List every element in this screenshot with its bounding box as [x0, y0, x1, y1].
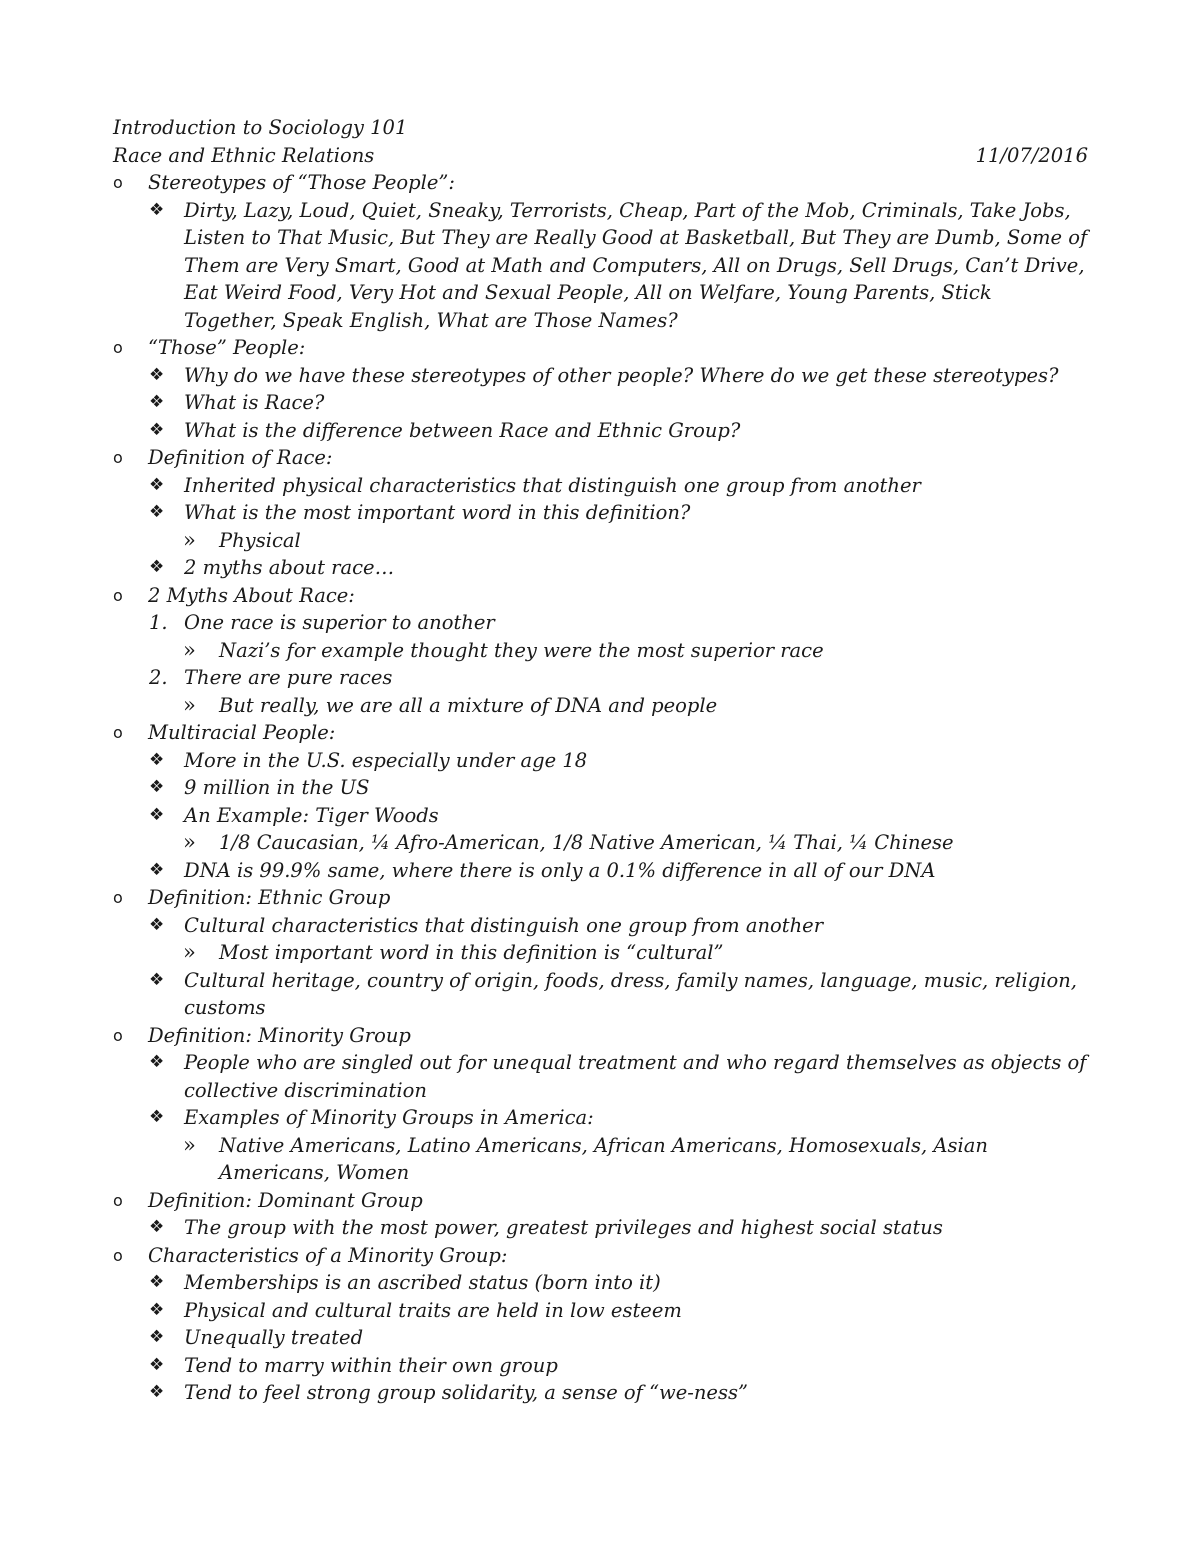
- sub-bullet-text: Nazi’s for example thought they were the most superior race: [219, 638, 824, 662]
- bullet-text: Tend to feel strong group solidarity, a sense of “we-ness”: [184, 1381, 748, 1404]
- sub-bullet-item: [113, 527, 1088, 555]
- double-chevron-bullet-icon: »: [183, 1132, 196, 1157]
- double-chevron-bullet-icon: »: [183, 527, 196, 552]
- bullet-text: Cultural characteristics that distinguish one group from another: [184, 913, 824, 937]
- circle-bullet-icon: o: [113, 338, 123, 357]
- sub-bullet-item: [113, 692, 1088, 720]
- bullet-text: There are pure races: [184, 666, 393, 689]
- section-item: [113, 444, 1088, 472]
- section-item: [113, 582, 1088, 610]
- bullet-text: 9 million in the US: [184, 776, 370, 799]
- bullet-item: [113, 1297, 1088, 1325]
- double-chevron-bullet-icon: »: [183, 830, 196, 854]
- section-title: Multiracial People:: [148, 721, 336, 744]
- diamond-bullet-icon: ❖: [149, 749, 165, 770]
- course-title-text: Introduction to Sociology 101: [113, 116, 408, 139]
- bullet-text: 2 myths about race…: [184, 556, 395, 579]
- sub-bullet-item: [113, 829, 1088, 857]
- sub-bullet-item: [113, 1132, 1088, 1187]
- bullet-text: What is Race?: [184, 391, 325, 414]
- bullet-item: [113, 857, 1088, 885]
- diamond-bullet-icon: ❖: [149, 1299, 165, 1320]
- bullet-text: Examples of Minority Groups in America:: [184, 1106, 594, 1129]
- bullet-item: [113, 554, 1088, 582]
- bullet-item: [113, 1324, 1088, 1352]
- sub-bullet-text: Physical: [219, 528, 301, 552]
- section-title: 2 Myths About Race:: [148, 583, 355, 607]
- circle-bullet-icon: o: [113, 888, 123, 907]
- bullet-item: [113, 1104, 1088, 1132]
- bullet-text: More in the U.S. especially under age 18: [184, 748, 588, 772]
- bullet-text: Dirty, Lazy, Loud, Quiet, Sneaky, Terrorists, Cheap, Part of the Mob, Criminals, Take Jobs, Listen to That Music, But They are Really Good at Basketball, But They are Dumb, Some of Them are Very Smart, Good at Math and Computers, All on Drugs, Sell Drugs, Can’t Drive, Eat Weird Food, Very Hot and Sexual People, All on Welfare, Young Parents, Stick Together, Speak English, What are Those Names?: [184, 198, 1088, 332]
- bullet-item: [113, 1352, 1088, 1380]
- diamond-bullet-icon: ❖: [149, 804, 165, 825]
- circle-bullet-icon: o: [113, 1190, 123, 1210]
- section-item: [113, 1022, 1088, 1050]
- section-item: [113, 334, 1088, 362]
- diamond-bullet-icon: ❖: [149, 859, 165, 880]
- sub-bullet-text: But really, we are all a mixture of DNA and people: [219, 693, 718, 717]
- diamond-bullet-icon: ❖: [149, 914, 165, 935]
- bullet-text: What is the most important word in this definition?: [184, 501, 691, 524]
- document-page: [113, 114, 1088, 1407]
- circle-bullet-icon: o: [113, 585, 123, 605]
- section-item: [113, 1242, 1088, 1270]
- diamond-bullet-icon: ❖: [149, 1354, 165, 1375]
- section-item: [113, 884, 1088, 912]
- bullet-item: [113, 912, 1088, 940]
- course-title: [113, 114, 1088, 142]
- diamond-bullet-icon: ❖: [149, 557, 165, 577]
- diamond-bullet-icon: ❖: [149, 1217, 165, 1237]
- diamond-bullet-icon: ❖: [149, 1382, 165, 1402]
- bullet-text: The group with the most power, greatest privileges and highest social status: [184, 1216, 943, 1239]
- bullet-item: [113, 774, 1088, 802]
- sub-bullet-item: [113, 939, 1088, 967]
- diamond-bullet-icon: ❖: [149, 392, 165, 412]
- diamond-bullet-icon: ❖: [149, 474, 165, 495]
- list-number: 1.: [149, 611, 168, 634]
- bullet-text: Tend to marry within their own group: [184, 1353, 558, 1377]
- bullet-item: [113, 417, 1088, 445]
- bullet-text: What is the difference between Race and Ethnic Group?: [184, 418, 741, 442]
- bullet-text: Unequally treated: [184, 1326, 364, 1349]
- section-title: Stereotypes of “Those People”:: [148, 171, 455, 194]
- section-title: Characteristics of a Minority Group:: [148, 1243, 508, 1267]
- bullet-item: [113, 1049, 1088, 1104]
- bullet-item: [113, 1269, 1088, 1297]
- double-chevron-bullet-icon: »: [183, 940, 196, 964]
- diamond-bullet-icon: ❖: [149, 1327, 165, 1347]
- bullet-item: [113, 1214, 1088, 1242]
- notes-outline: [113, 169, 1088, 1407]
- sub-bullet-text: Most important word in this definition is “cultural”: [219, 941, 724, 964]
- bullet-text: People who are singled out for unequal treatment and who regard themselves as objects of collective discrimination: [184, 1051, 1087, 1102]
- lecture-date: 11/07/2016: [975, 143, 1088, 167]
- bullet-item: [113, 967, 1088, 1022]
- section-title: Definition: Minority Group: [148, 1023, 411, 1047]
- bullet-item: [113, 747, 1088, 775]
- bullet-text: Memberships is an ascribed status (born into it): [184, 1271, 661, 1294]
- bullet-item: [113, 389, 1088, 417]
- bullet-text: Why do we have these stereotypes of other people? Where do we get these stereotypes?: [184, 363, 1059, 387]
- section-title: Definition: Ethnic Group: [148, 886, 391, 909]
- double-chevron-bullet-icon: »: [183, 637, 196, 662]
- diamond-bullet-icon: ❖: [149, 969, 165, 990]
- bullet-text: One race is superior to another: [184, 611, 495, 634]
- bullet-text: Inherited physical characteristics that distinguish one group from another: [184, 473, 921, 497]
- bullet-text: Physical and cultural traits are held in low esteem: [184, 1298, 682, 1322]
- diamond-bullet-icon: ❖: [149, 1107, 165, 1127]
- double-chevron-bullet-icon: »: [183, 692, 196, 717]
- circle-bullet-icon: o: [113, 448, 123, 467]
- circle-bullet-icon: o: [113, 173, 123, 192]
- list-number: 2.: [149, 666, 168, 689]
- sub-bullet-item: [113, 637, 1088, 665]
- diamond-bullet-icon: ❖: [149, 777, 165, 797]
- bullet-item: [113, 499, 1088, 527]
- bullet-item: [113, 664, 1088, 692]
- diamond-bullet-icon: ❖: [149, 502, 165, 522]
- section-title: Definition: Dominant Group: [148, 1188, 423, 1212]
- bullet-item: [113, 472, 1088, 500]
- diamond-bullet-icon: ❖: [149, 1272, 165, 1292]
- sub-bullet-text: 1/8 Caucasian, ¼ Afro-American, 1/8 Native American, ¼ Thai, ¼ Chinese: [219, 831, 954, 854]
- diamond-bullet-icon: ❖: [149, 1052, 165, 1072]
- bullet-item: [113, 1379, 1088, 1407]
- circle-bullet-icon: o: [113, 723, 123, 742]
- diamond-bullet-icon: ❖: [149, 364, 165, 385]
- bullet-item: [113, 802, 1088, 830]
- circle-bullet-icon: o: [113, 1025, 123, 1045]
- bullet-item: [113, 197, 1088, 335]
- diamond-bullet-icon: ❖: [149, 419, 165, 440]
- bullet-text: Cultural heritage, country of origin, foods, dress, family names, language, music, religion, customs: [184, 968, 1077, 1019]
- topic-title: Race and Ethnic Relations: [113, 143, 375, 167]
- bullet-item: [113, 609, 1088, 637]
- section-item: [113, 169, 1088, 197]
- section-title: Definition of Race:: [148, 446, 333, 469]
- section-item: [113, 719, 1088, 747]
- bullet-text: An Example: Tiger Woods: [184, 803, 439, 827]
- bullet-text: DNA is 99.9% same, where there is only a 0.1% difference in all of our DNA: [184, 858, 936, 882]
- sub-bullet-text: Native Americans, Latino Americans, African Americans, Homosexuals, Asian Americans, Women: [219, 1133, 988, 1184]
- diamond-bullet-icon: ❖: [149, 199, 165, 220]
- circle-bullet-icon: o: [113, 1245, 123, 1265]
- section-title: “Those” People:: [148, 336, 306, 359]
- section-item: [113, 1187, 1088, 1215]
- topic-line: [113, 142, 1088, 170]
- bullet-item: [113, 362, 1088, 390]
